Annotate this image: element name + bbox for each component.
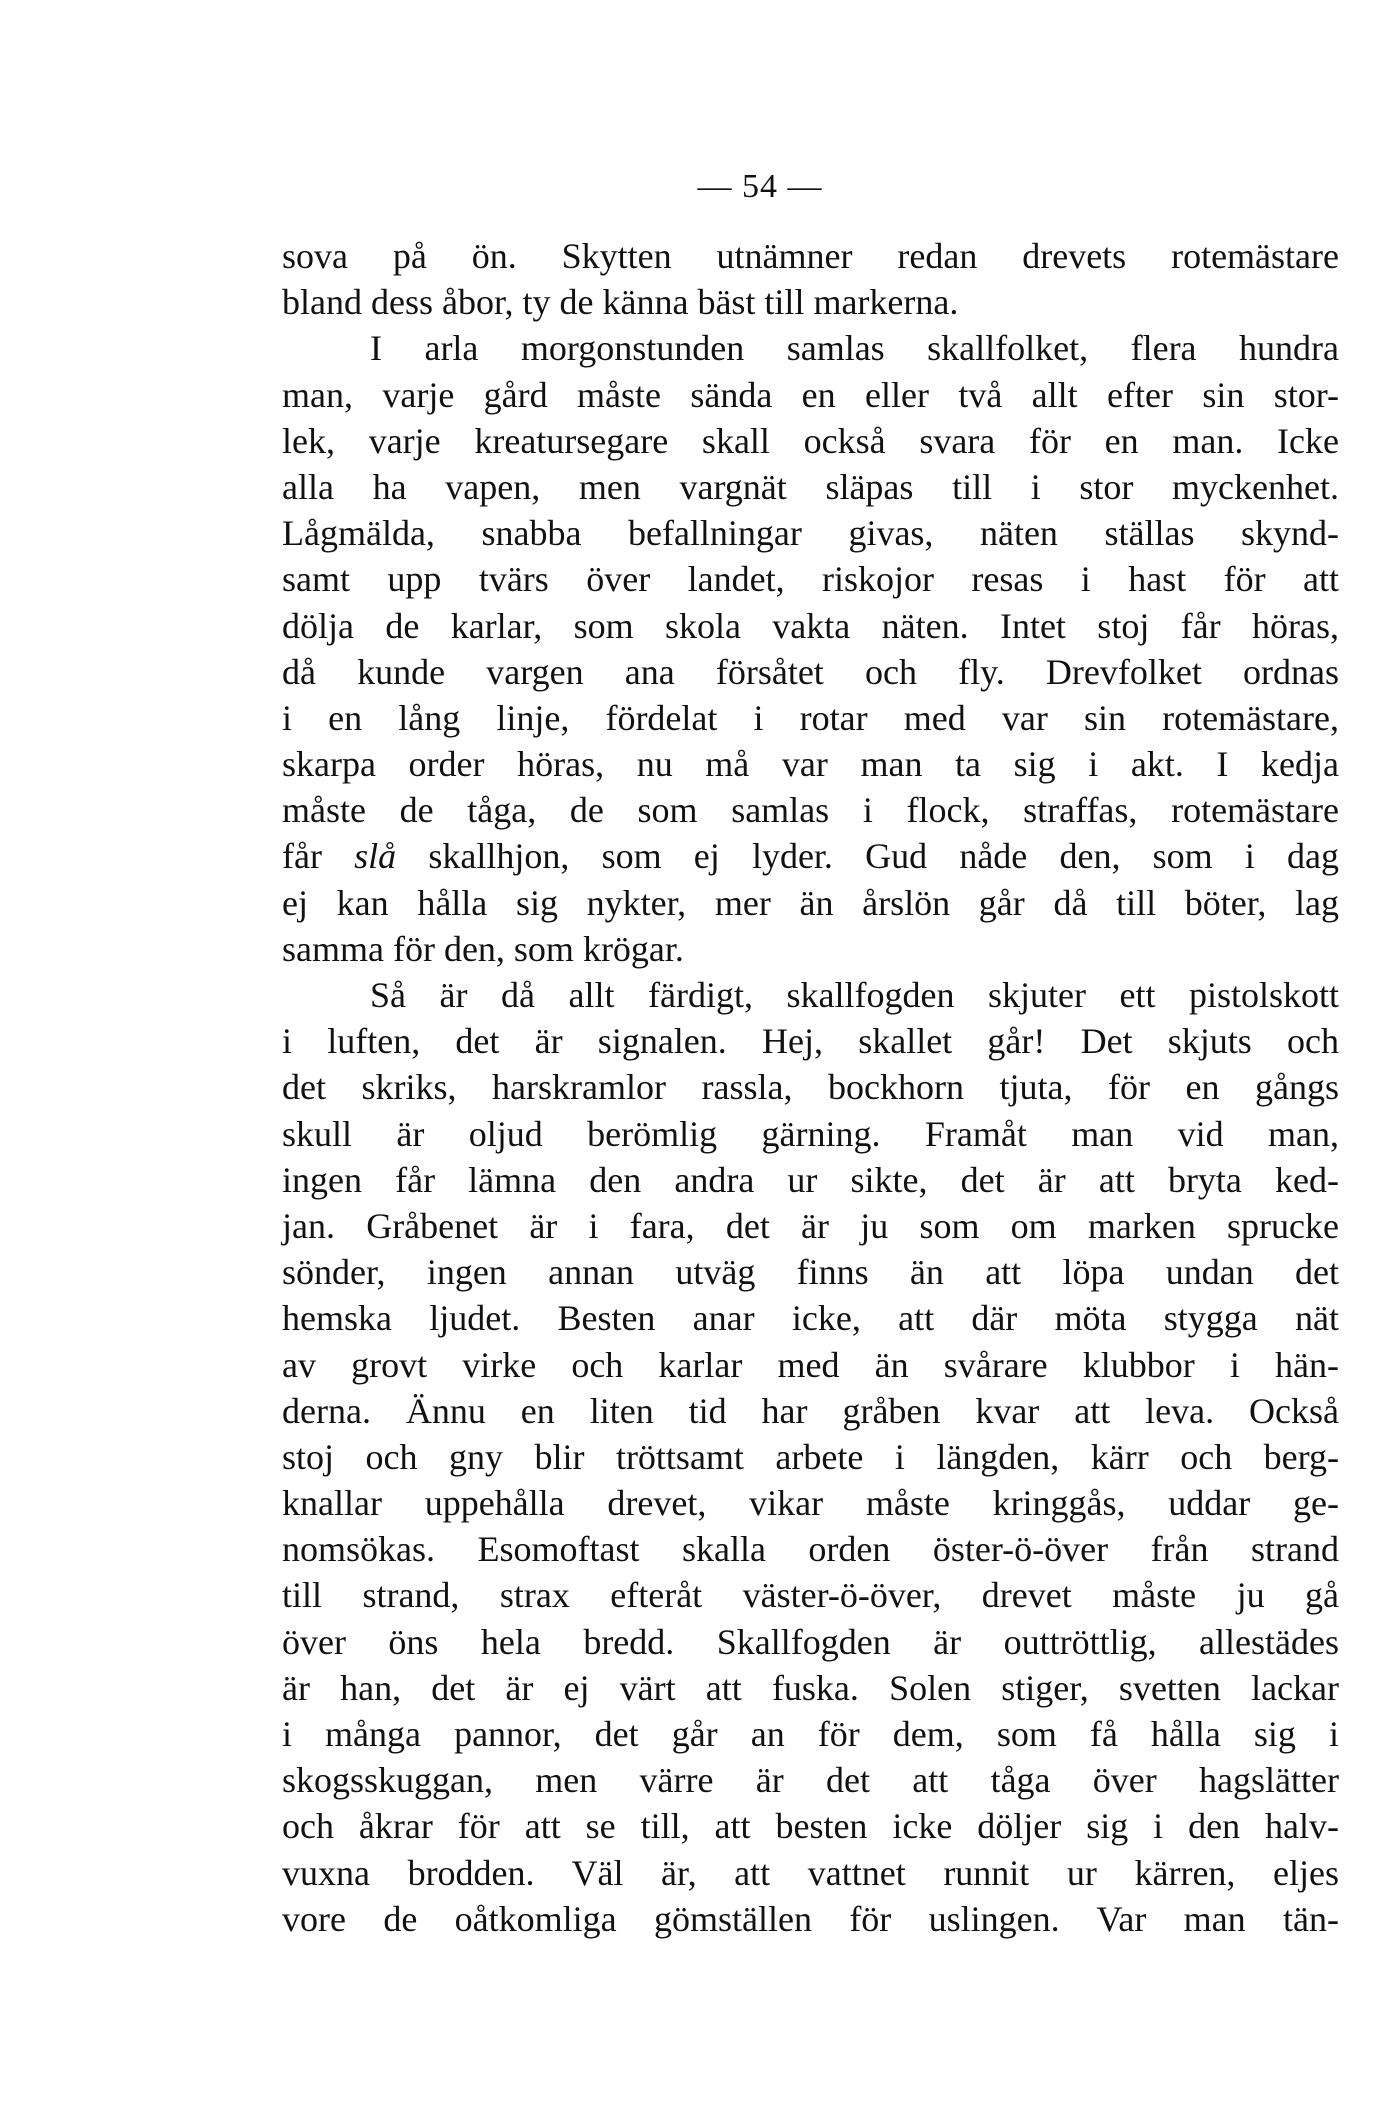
text-line: man, varje gård måste sända en eller två allt efter sin stor-: [282, 374, 1339, 415]
text-line: det skriks, harskramlor rassla, bockhorn tjuta, för en gångs: [282, 1067, 1339, 1108]
text-line-with-emphasis: [282, 833, 1339, 879]
text-line: knallar uppehålla drevet, vikar måste kringgås, uddar ge-: [282, 1483, 1339, 1524]
text-line: lek, varje kreatursegare skall också svara för en man. Icke: [282, 420, 1339, 461]
text-line: måste de tåga, de som samlas i flock, straffas, rotemästare: [282, 790, 1339, 831]
body-text: [282, 233, 1339, 1942]
text-fragment: får: [282, 836, 322, 877]
text-line: stoj och gny blir tröttsamt arbete i längden, kärr och berg-: [282, 1436, 1339, 1477]
text-line: samt upp tvärs över landet, riskojor resas i hast för att: [282, 559, 1339, 600]
emphasized-word: slå: [354, 836, 397, 877]
text-line: Lågmälda, snabba befallningar givas, näten ställas skynd-: [282, 513, 1339, 554]
text-line: skarpa order höras, nu må var man ta sig i akt. I kedja: [282, 744, 1339, 785]
text-line: ingen får lämna den andra ur sikte, det är att bryta ked-: [282, 1159, 1339, 1200]
text-line: alla ha vapen, men vargnät släpas till i stor myckenhet.: [282, 466, 1339, 507]
text-line: ej kan hålla sig nykter, mer än årslön går då till böter, lag: [282, 882, 1339, 923]
text-line: sönder, ingen annan utväg finns än att löpa undan det: [282, 1252, 1339, 1293]
text-line: vuxna brodden. Väl är, att vattnet runnit ur kärren, eljes: [282, 1852, 1339, 1893]
text-line: skull är oljud berömlig gärning. Framåt man vid man,: [282, 1113, 1339, 1154]
text-line: derna. Ännu en liten tid har gråben kvar att leva. Också: [282, 1390, 1339, 1431]
text-line: till strand, strax efteråt väster-ö-över, drevet måste ju gå: [282, 1575, 1339, 1616]
text-line: vore de oåtkomliga gömställen för uslingen. Var man tän-: [282, 1898, 1339, 1939]
text-line: och åkrar för att se till, att besten icke döljer sig i den halv-: [282, 1806, 1339, 1847]
text-line: samma för den, som krögar.: [282, 928, 684, 969]
page-number: — 54 —: [697, 168, 823, 205]
text-line: Så är då allt färdigt, skallfogden skjuter ett pistolskott: [370, 975, 1339, 1015]
text-line: i en lång linje, fördelat i rotar med var sin rotemästare,: [282, 697, 1339, 738]
text-line: i många pannor, det går an för dem, som få hålla sig i: [282, 1714, 1339, 1754]
text-line: hemska ljudet. Besten anar icke, att där möta stygga nät: [282, 1298, 1339, 1339]
text-line: sova på ön. Skytten utnämner redan drevets rotemästare: [282, 236, 1339, 276]
text-line: bland dess åbor, ty de känna bäst till markerna.: [282, 282, 959, 323]
text-line: av grovt virke och karlar med än svårare klubbor i hän-: [282, 1344, 1339, 1385]
text-fragment: skallhjon, som ej lyder. Gud nåde den, som i dag: [428, 836, 1340, 877]
text-line: över öns hela bredd. Skallfogden är outtröttlig, allestädes: [282, 1621, 1339, 1662]
text-line: i luften, det är signalen. Hej, skallet går! Det skjuts och: [282, 1021, 1339, 1062]
text-line: är han, det är ej värt att fuska. Solen stiger, svetten lackar: [282, 1667, 1339, 1708]
text-line: då kunde vargen ana försåtet och fly. Drevfolket ordnas: [282, 651, 1339, 692]
text-line: jan. Gråbenet är i fara, det är ju som om marken sprucke: [282, 1205, 1339, 1246]
text-line: dölja de karlar, som skola vakta näten. Intet stoj får höras,: [282, 605, 1339, 646]
text-line: nomsökas. Esomoftast skalla orden öster-ö-över från strand: [282, 1529, 1339, 1570]
text-line: skogsskuggan, men värre är det att tåga över hagslätter: [282, 1760, 1339, 1801]
text-line: I arla morgonstunden samlas skallfolket, flera hundra: [370, 328, 1339, 369]
